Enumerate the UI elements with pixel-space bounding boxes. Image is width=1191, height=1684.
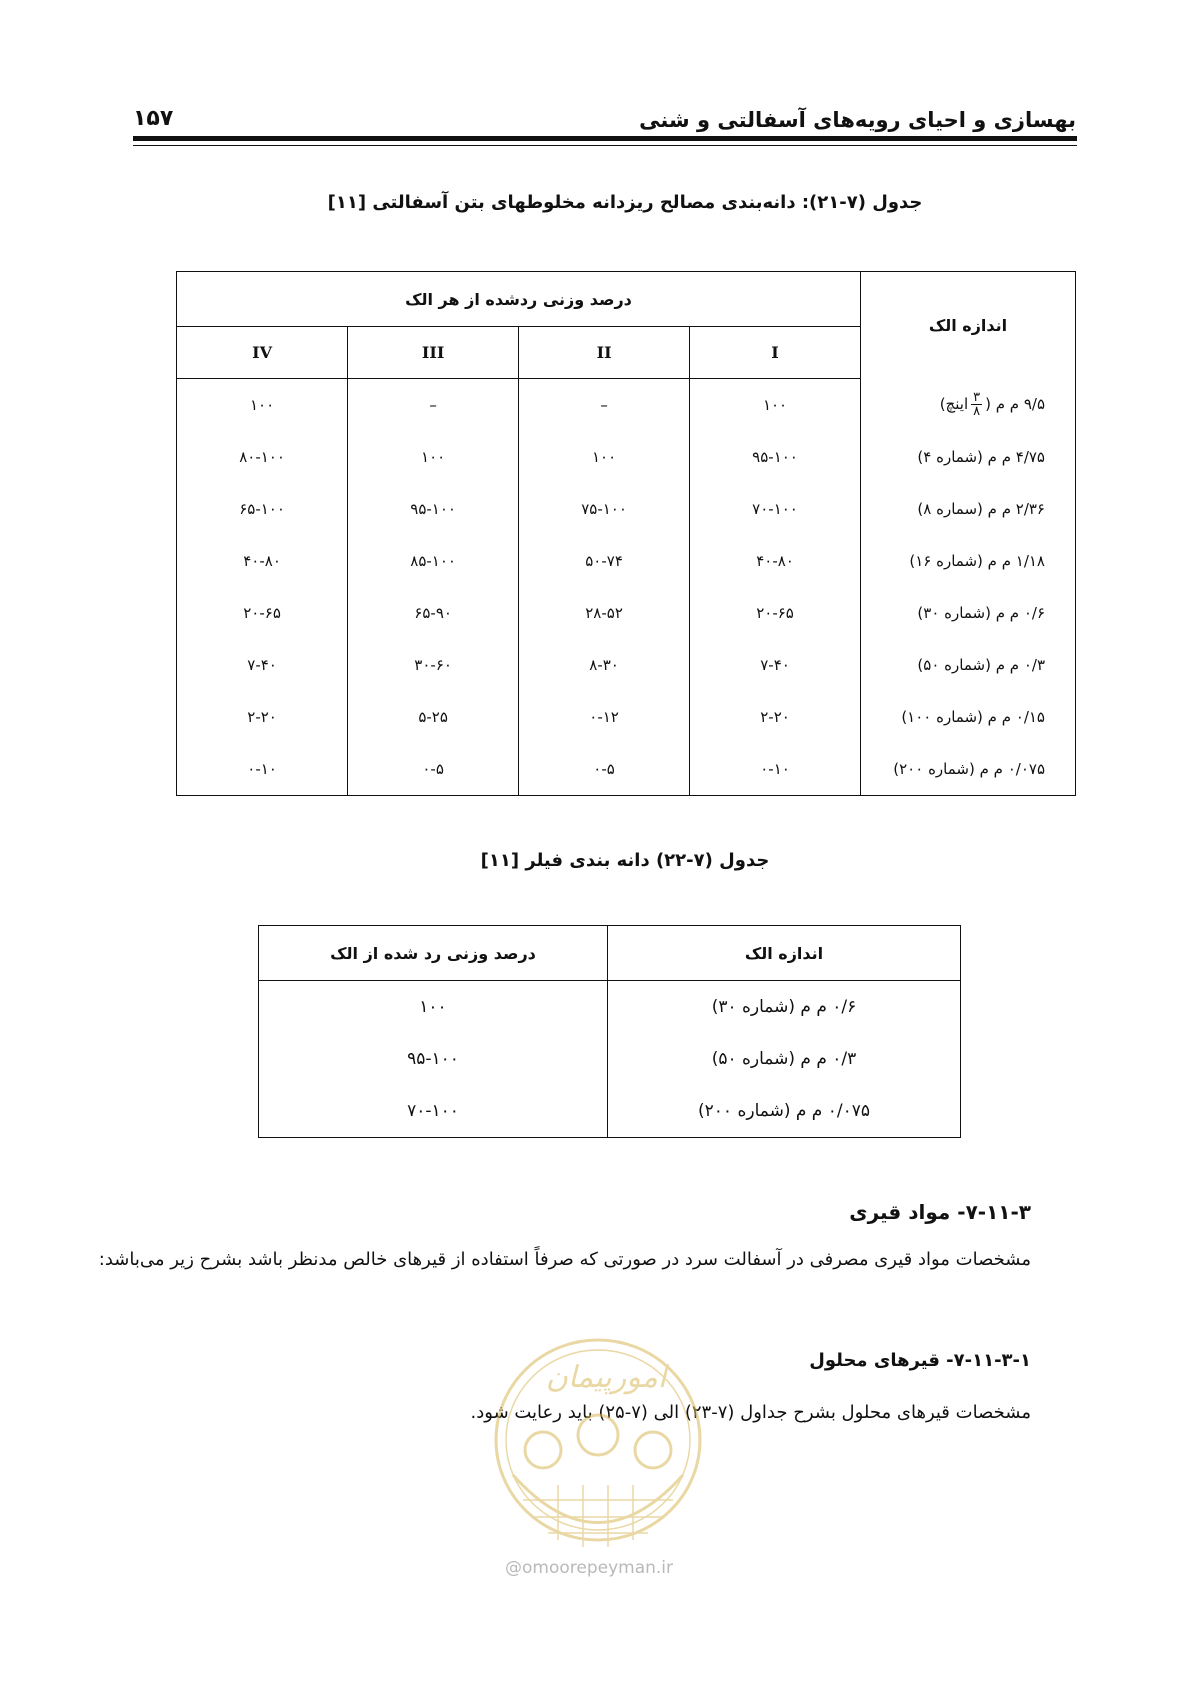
value-cell: ۸۵-۱۰۰ (348, 535, 519, 587)
percent-passing-header: درصد وزنی ردشده از هر الک (177, 272, 861, 327)
value-cell: ۲-۲۰ (247, 708, 277, 726)
value-cell: ۴۰-۸۰ (243, 552, 281, 570)
running-header-title: بهسازی و احیای رویه‌های آسفالتی و شنی (639, 108, 1076, 132)
value-cell: ۱۰۰ (690, 379, 861, 432)
table-row (259, 981, 961, 1034)
watermark-logo-text: امورپیمان (545, 1360, 667, 1395)
sieve-suffix: اینچ) (939, 395, 969, 414)
column-header-i: I (690, 327, 861, 379)
value-cell: ۷۰-۱۰۰ (690, 483, 861, 535)
table1-caption: جدول (۷-۲۱): دانه‌بندی مصالح ریزدانه مخلوطهای بتن آسفالتی [۱۱] (327, 192, 923, 213)
sieve-cell: ۰/۱۵ م م (شماره ۱۰۰) (861, 691, 1076, 743)
fraction-denominator: ۸ (973, 404, 981, 420)
value-cell: ۳۰-۶۰ (348, 639, 519, 691)
value-cell: ۱۰۰ (419, 997, 447, 1017)
table-row (177, 379, 1076, 432)
table-row (177, 743, 1076, 796)
header-rule-thin (133, 145, 1077, 146)
value-cell: ۴۰-۸۰ (690, 535, 861, 587)
sieve-cell: ۱/۱۸ م م (شماره ۱۶) (861, 535, 1076, 587)
table-row (259, 1085, 961, 1138)
watermark-logo (488, 1325, 708, 1575)
value-cell: ۲۸-۵۲ (519, 587, 690, 639)
value-cell: ۹۵-۱۰۰ (407, 1049, 459, 1069)
value-cell: ۸۰-۱۰۰ (239, 448, 285, 466)
value-cell: ۶۵-۹۰ (348, 587, 519, 639)
fine-aggregate-gradation-table (176, 271, 1076, 796)
value-cell: ۸-۳۰ (519, 639, 690, 691)
value-cell: ۰-۵ (519, 743, 690, 796)
value-cell: ۹۵-۱۰۰ (690, 431, 861, 483)
value-cell: ۱۰۰ (249, 396, 275, 414)
value-cell: – (348, 379, 519, 432)
value-cell: ۲۰-۶۵ (243, 604, 281, 622)
section-paragraph: مشخصات مواد قیری مصرفی در آسفالت سرد در صورتی که صرفاً استفاده از قیرهای خالص مدنظر باشد بشرح زیر می‌باشد: (98, 1249, 1031, 1270)
value-cell: ۷۵-۱۰۰ (519, 483, 690, 535)
table-row (177, 483, 1076, 535)
value-cell: ۲۰-۶۵ (690, 587, 861, 639)
table-row (259, 1033, 961, 1085)
value-cell: ۵-۲۵ (348, 691, 519, 743)
column-header-iii: III (348, 327, 519, 379)
sieve-size-header: اندازه الک (608, 926, 961, 981)
table-row (177, 691, 1076, 743)
value-cell: – (519, 379, 690, 432)
value-cell: ۹۵-۱۰۰ (348, 483, 519, 535)
value-cell: ۷-۴۰ (247, 656, 277, 674)
value-cell: ۷۰-۱۰۰ (407, 1101, 459, 1121)
sieve-cell: ۰/۰۷۵ م م (شماره ۲۰۰) (608, 1085, 961, 1138)
sieve-cell: ۰/۶ م م (شماره ۳۰) (608, 981, 961, 1034)
sieve-cell (861, 379, 1076, 432)
watermark-url: @omoorepeyman.ir (505, 1558, 674, 1578)
sieve-cell: ۲/۳۶ م م (سماره ۸) (861, 483, 1076, 535)
percent-passing-header: درصد وزنی رد شده از الک (259, 926, 608, 981)
header-rule-thick (133, 136, 1077, 141)
value-cell: ۰-۱۰ (690, 743, 861, 796)
sieve-cell: ۰/۳ م م (شماره ۵۰) (861, 639, 1076, 691)
column-header-iv: IV (177, 327, 348, 379)
value-cell: ۲-۲۰ (690, 691, 861, 743)
section-heading: ۷-۱۱-۳- مواد قیری (849, 1200, 1031, 1224)
value-cell: ۷-۴۰ (690, 639, 861, 691)
page-number: ۱۵۷ (133, 106, 174, 131)
sieve-cell: ۰/۳ م م (شماره ۵۰) (608, 1033, 961, 1085)
sieve-cell: ۰/۰۷۵ م م (شماره ۲۰۰) (861, 743, 1076, 796)
fraction (971, 391, 982, 418)
table-row (177, 639, 1076, 691)
value-cell: ۰-۵ (348, 743, 519, 796)
value-cell: ۱۰۰ (519, 431, 690, 483)
subsection-heading: ۷-۱۱-۳-۱- قیرهای محلول (809, 1350, 1031, 1371)
table2-caption: جدول (۷-۲۲) دانه بندی فیلر [۱۱] (480, 850, 770, 871)
value-cell: ۰-۱۲ (519, 691, 690, 743)
value-cell: ۱۰۰ (348, 431, 519, 483)
value-cell: ۵۰-۷۴ (519, 535, 690, 587)
table-row (177, 587, 1076, 639)
column-header-ii: II (519, 327, 690, 379)
value-cell: ۶۵-۱۰۰ (239, 500, 285, 518)
table-row (177, 535, 1076, 587)
sieve-cell: ۰/۶ م م (شماره ۳۰) (861, 587, 1076, 639)
sieve-size-header: اندازه الک (861, 272, 1076, 379)
table-row (177, 431, 1076, 483)
subsection-paragraph: مشخصات قیرهای محلول بشرح جداول (۷-۲۳) الی (۷-۲۵) باید رعایت شود. (470, 1402, 1031, 1423)
sieve-prefix: ۹/۵ م م ( (985, 395, 1045, 414)
fraction-numerator: ۳ (973, 390, 981, 406)
filler-gradation-table (258, 925, 961, 1138)
value-cell: ۰-۱۰ (247, 760, 277, 778)
sieve-cell: ۴/۷۵ م م (شماره ۴) (861, 431, 1076, 483)
